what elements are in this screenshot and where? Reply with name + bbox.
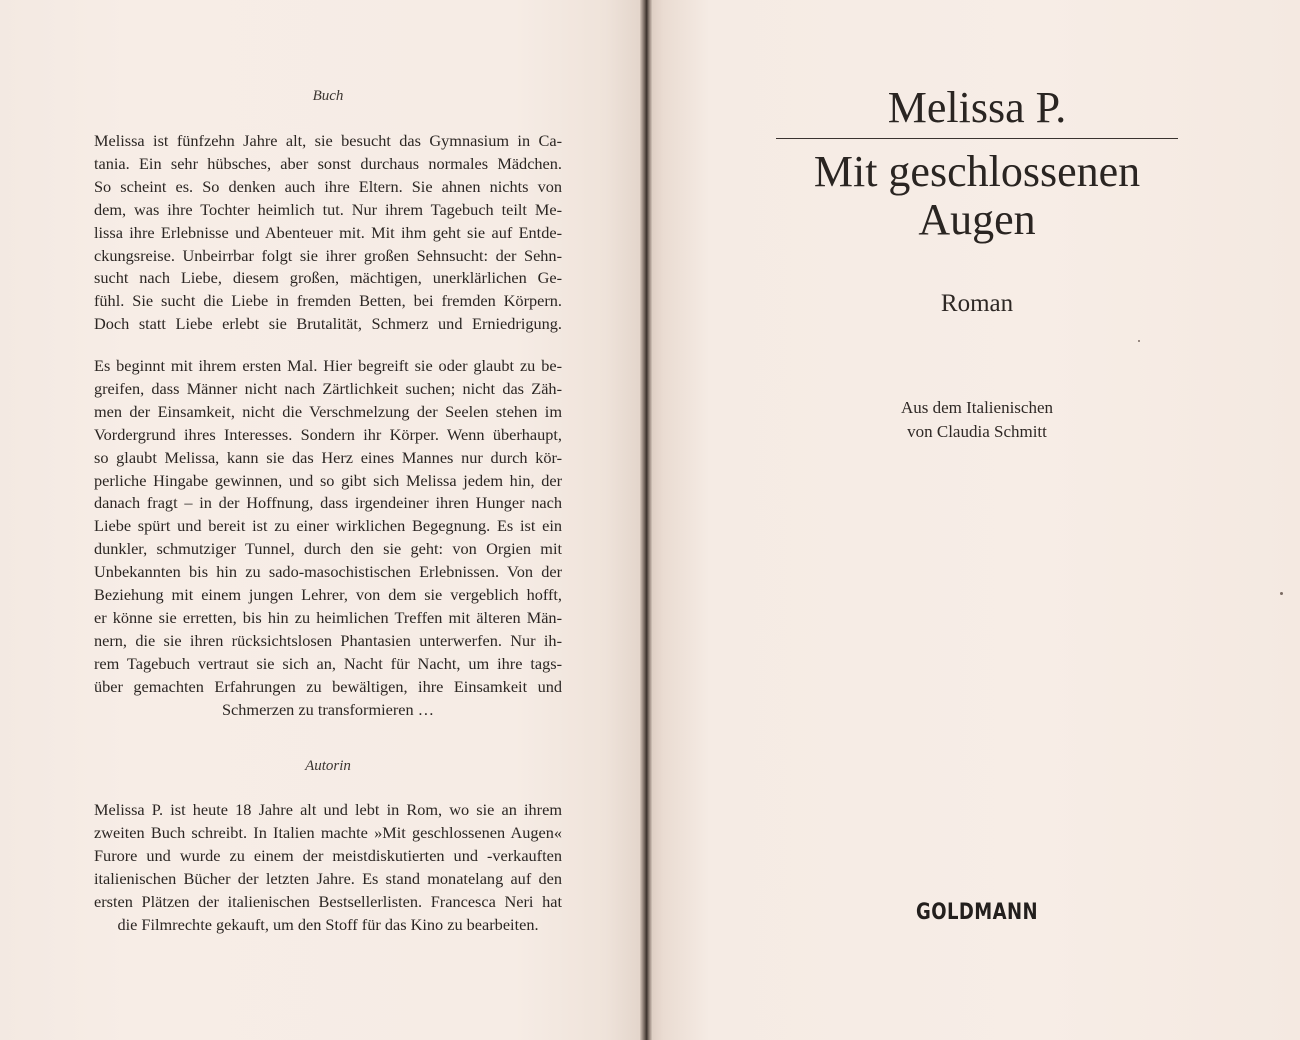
text-line: italienischen Bücher der letzten Jahre. Es stand monatelang auf den: [94, 868, 562, 888]
text-line: so glaubt Melissa, kann sie das Herz eines Mannes nur durch kör-: [94, 447, 562, 467]
text-line: zweiten Buch schreibt. In Italien machte »Mit geschlossenen Augen«: [94, 822, 562, 842]
text-line: Unbekannten bis hin zu sado-masochistischen Erlebnissen. Von der: [94, 562, 562, 582]
text-line: greifen, dass Männer nicht nach Zärtlichkeit suchen; nicht das Zäh-: [94, 378, 562, 398]
paper-speck: [1138, 340, 1140, 342]
buch-heading: Buch: [312, 88, 344, 104]
text-line: Beziehung mit einem jungen Lehrer, von dem sie vergeblich hofft,: [94, 585, 562, 605]
text-line: Vordergrund ihres Interesses. Sondern ihr Körper. Wenn überhaupt,: [94, 424, 562, 444]
genre-label: Roman: [940, 290, 1014, 317]
text-line: dunkler, schmutziger Tunnel, durch den sie geht: von Orgien mit: [94, 539, 562, 559]
text-line: perliche Hingabe gewinnen, und so gibt sich Melissa jedem hin, der: [94, 470, 562, 490]
translation-line-1: Aus dem Italienischen: [900, 398, 1053, 417]
text-line: über gemachten Erfahrungen zu bewältigen, ihre Einsamkeit und: [94, 676, 562, 696]
paper-speck: [1280, 592, 1283, 595]
text-line: tania. Ein sehr hübsches, aber sonst durchaus normales Mädchen.: [94, 153, 562, 173]
text-line: Liebe spürt und bereit ist zu einer wirklichen Begegnung. Es ist ein: [94, 516, 562, 536]
book-title-line-1: Mit geschlossenen: [813, 147, 1141, 196]
text-line: er könne sie erretten, bis hin zu heimlichen Treffen mit älteren Män-: [94, 607, 562, 627]
text-line: danach fragt – in der Hoffnung, dass irgendeiner ihren Hunger nach: [94, 493, 562, 513]
text-line: Melissa ist fünfzehn Jahre alt, sie besucht das Gymnasium in Ca-: [94, 131, 562, 150]
book-title: [776, 148, 1178, 244]
text-line: men der Einsamkeit, nicht die Verschmelzung der Seelen stehen im: [94, 401, 562, 421]
text-line: So scheint es. So denken auch ihre Eltern. Sie ahnen nichts von: [94, 176, 562, 196]
book-title-line-2: Augen: [918, 195, 1036, 244]
autorin-paragraph: [94, 799, 562, 936]
author-name: Melissa P.: [887, 83, 1067, 132]
publisher-logo: GOLDMANN: [915, 900, 1039, 925]
text-line: Doch statt Liebe erlebt sie Brutalität, Schmerz und Erniedrigung.: [94, 314, 562, 334]
text-line: dem, was ihre Tochter heimlich tut. Nur ihrem Tagebuch teilt Me-: [94, 199, 562, 219]
title-divider: [776, 138, 1178, 139]
text-line: rem Tagebuch vertraut sie sich an, Nacht für Nacht, um ihre tags-: [94, 653, 562, 673]
text-line: ckungsreise. Unbeirrbar folgt sie ihrer großen Sehnsucht: der Sehn-: [94, 245, 562, 265]
text-line: ersten Plätzen der italienischen Bestsellerlisten. Francesca Neri hat: [94, 891, 562, 911]
left-page: [0, 0, 644, 1040]
book-gutter: [640, 0, 652, 1040]
text-line: Schmerzen zu transformieren …: [221, 699, 435, 719]
translation-line-2: von Claudia Schmitt: [907, 422, 1047, 441]
text-line: fühl. Sie sucht die Liebe in fremden Betten, bei fremden Körpern.: [94, 291, 562, 311]
autorin-heading: Autorin: [305, 758, 351, 774]
text-line: Es beginnt mit ihrem ersten Mal. Hier begreift sie oder glaubt zu be-: [94, 356, 562, 375]
text-line: Furore und wurde zu einem der meistdiskutierten und -verkauften: [94, 845, 562, 865]
text-line: Melissa P. ist heute 18 Jahre alt und lebt in Rom, wo sie an ihrem: [94, 800, 562, 819]
translation-credit: [776, 396, 1178, 444]
buch-paragraph-2: [94, 355, 562, 722]
text-line: die Filmrechte gekauft, um den Stoff für das Kino zu bearbeiten.: [117, 914, 539, 934]
text-line: lissa ihre Erlebnisse und Abenteuer mit. Mit ihm geht sie auf Entde-: [94, 222, 562, 242]
buch-paragraph-1: [94, 130, 562, 336]
text-line: sucht nach Liebe, diesem großen, mächtigen, unerklärlichen Ge-: [94, 268, 562, 288]
text-line: nern, die sie ihren rücksichtslosen Phantasien unterwerfen. Nur ih-: [94, 630, 562, 650]
